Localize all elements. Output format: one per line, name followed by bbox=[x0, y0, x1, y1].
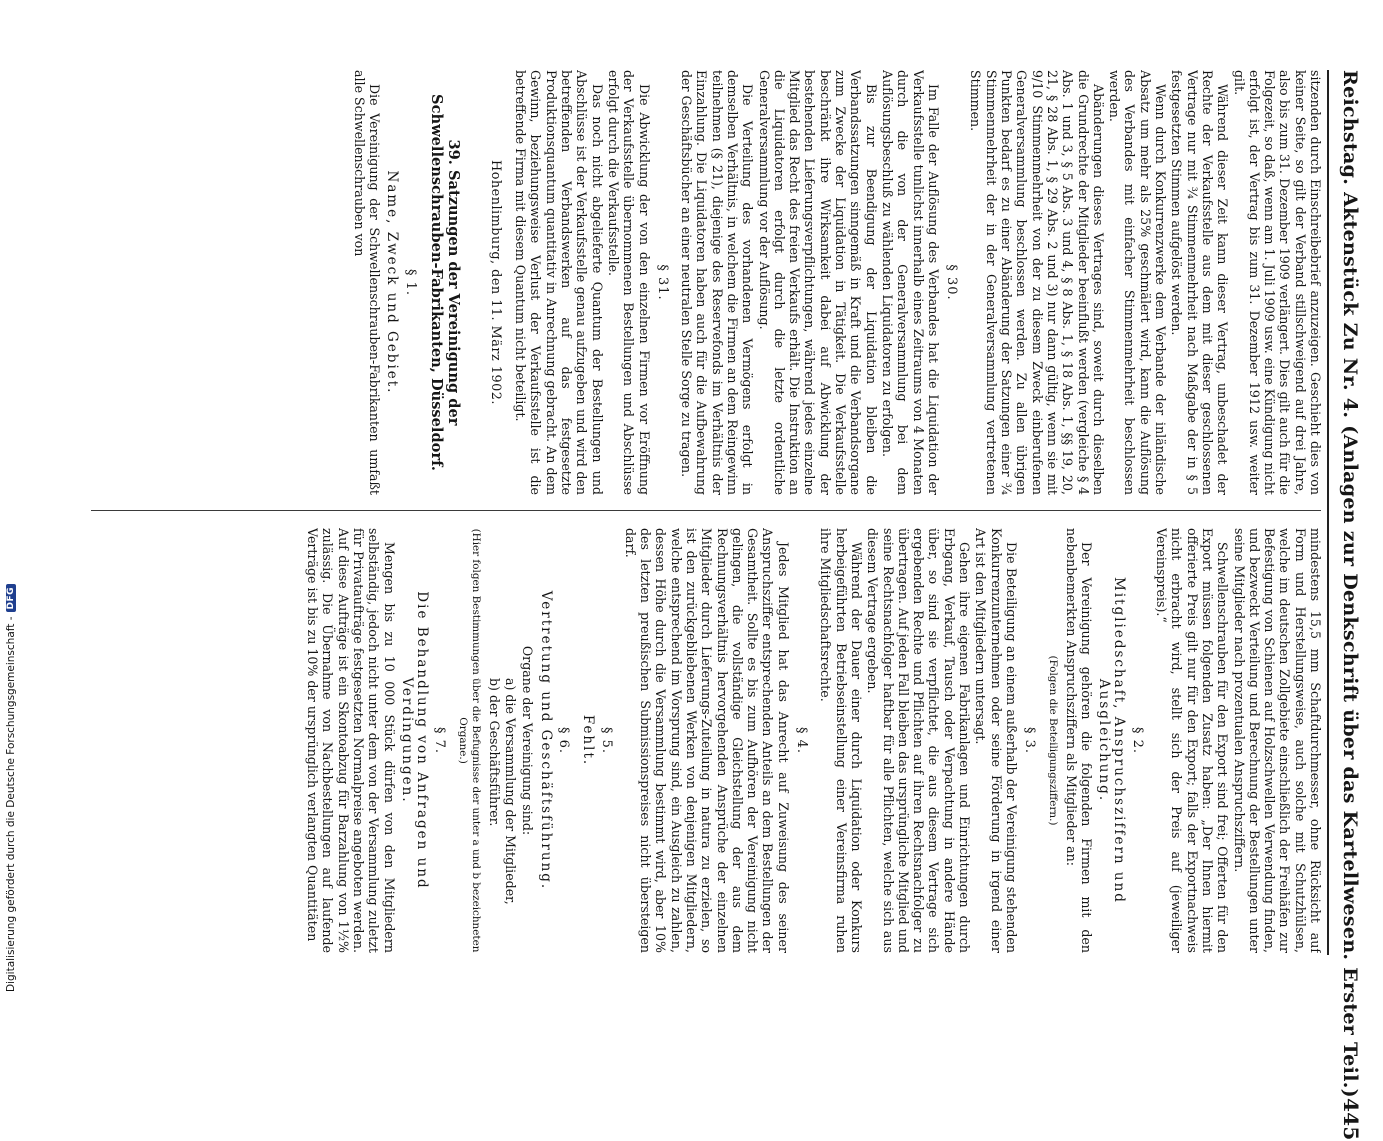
paragraph: Die Verteilung des vorhandenen Vermögens erfolgt in demselben Verhältnis, in welchem die Firmen an dem Reingewinn teilnehmen (§ 21), diejenige des Reservefonds im Verhältnis der Einzahlung. Die Liquidatoren haben auch für die Aufbewahrung der Geschäftsbücher an einer neutralen Stelle Sorge zu tragen. bbox=[679, 70, 756, 495]
paragraph: Organe der Vereinigung sind: bbox=[520, 645, 536, 836]
section-heading: § 31. bbox=[654, 264, 670, 301]
section-subhead: Name, Zweck und Gebiet. bbox=[384, 170, 401, 395]
paragraph: Während der Dauer einer durch Liquidation oder Konkurs herbeigeführten Betriebseinstellung einer Vereinsfirma ruhen ihre Mitgliedschaftsrechte. bbox=[818, 528, 864, 953]
section-heading: § 7. bbox=[432, 726, 448, 755]
section-subhead: Mitgliedschaft, Anspruchsziffern und Ausgleichung. bbox=[1096, 577, 1128, 904]
section-heading: § 6. bbox=[555, 726, 571, 755]
page-header bbox=[1327, 70, 1363, 1141]
paragraph: mindestens 15,5 mm Schaftdurchmesser, ohne Rücksicht auf Form und Herstellungsweise, auch solche mit Schutzhülsen, welche im deutschen Zollgebiete einschließlich der Freihäfen zur Befestigung von Schienen auf Holzschwellen Verwendung finden, und bezweckt Verteilung und Berechnung der Bestellungen unter seine Mitglieder nach prozentualen Anspruchsziffern. bbox=[1231, 528, 1323, 953]
list-item: a) die Versammlung der Mitglieder, bbox=[503, 678, 519, 905]
section-text: Fehlt. bbox=[580, 714, 597, 767]
credit-text: Digitalisierung gefördert durch die Deutsche Forschungsgemeinschaft - bbox=[5, 616, 17, 992]
paragraph: Jedes Mitglied hat das Anrecht auf Zuweisung des seiner Anspruchsziffer entsprechenden Anteils an dem Bestellungen der Gesamtheit. Sollte es bis zum Aufhören der Vereinigung nicht gelingen, die vollständige Gleichstellung der aus dem Rechnungsverhältnis hervorgehenden Ansprüche der einzelnen Mitglieder durch Lieferungs-Zuteilung in natura zu erzielen, so ist den zurückgebliebenen Werken von denjenigen Mitgliedern, welche entsprechend im Vorsprung sind, ein Ausgleich zu zahlen, dessen Höhe durch die Versammlung bestimmt wird, aber 10% des letzten preußischen Submissionspreises nicht übersteigen darf. bbox=[622, 528, 791, 953]
editorial-note: (Folgen die Beteiligungsziffern.) bbox=[1047, 655, 1060, 826]
paragraph: Die Vereinigung der Schwellenschrauben-Fabrikanten umfaßt alle Schwellenschrauben von bbox=[351, 70, 382, 495]
editorial-note: (Hier folgen Bestimmungen über die Befugnisse der unter a und b bezeichneten Organe.) bbox=[457, 528, 483, 953]
paragraph: Schwellenschrauben für den Export sind frei; Offerten für den Export müssen folgenden Zusatz haben: „Der Ihnen hiermit offerierte Preis gilt nur für den Export; falls der Exportnachweis nicht erbracht wird, stellt sich der Preis auf (jeweiliger Vereinspreis).“ bbox=[1154, 528, 1231, 953]
paragraph: sitzenden durch Einschreibebrief anzuzeigen. Geschieht dies von keiner Seite, so gilt der Verband stillschweigend auf drei Jahre, also bis zum 31. Dezember 1909 verlängert. Dies gilt auch für die Folgezeit, so daß, wenn am 1. Juli 1909 usw. eine Kündigung nicht erfolgt ist, der Vertrag bis zum 31. Dezember 1912 usw. weiter gilt. bbox=[1231, 70, 1323, 495]
paragraph: Gehen ihre eigenen Fabrikanlagen und Einrichtungen durch Erbgang, Verkauf, Tausch oder Verpachtung in andere Hände über, so sind sie verpflichtet, die aus diesem Vertrage sich ergebenden Rechte und Pflichten auf ihren Rechtsnachfolger zu übertragen. Auf jeden Fall bleiben das ursprüngliche Mitglied und seine Rechtsnachfolger haftbar für alle Pflichten, welche sich aus diesem Vertrage ergeben. bbox=[865, 528, 973, 953]
section-heading: § 5. bbox=[598, 726, 614, 755]
section-subhead: Die Behandlung von Anfragen und Verdingungen. bbox=[398, 591, 431, 890]
paragraph: Abänderungen dieses Vertrages sind, soweit durch dieselben die Grundrechte der Mitglieder beeinflußt werden (vergleiche § 4 Abs. 1 und 3, § 5 Abs. 3 und 4, § 8 Abs. 1, § 18 Abs. 1, §§ 19, 20, 21, § 28 Abs. 1, § 29 Abs. 2 und 3) nur dann gültig, wenn sie mit 9/10 Stimmenmehrheit von der zu diesem Zweck einberufenen Generalversammlung beschlossen werden. Zu allen übrigen Punkten bedarf es zu einer Abänderung der Satzungen einer ¾ Stimmenmehrheit der in der Generalversammlung vertretenen Stimmen. bbox=[968, 70, 1106, 495]
dfg-logo: DFG bbox=[6, 584, 16, 613]
paragraph: Während dieser Zeit kann dieser Vertrag, unbeschadet der Rechte der Verkaufsstelle aus dem mit dieser geschlossenen Vertrage nur mit ¾ Stimmenmehrheit nach Maßgabe der in § 5 festgesetzten Stimmen aufgelöst werden. bbox=[1169, 70, 1231, 495]
paragraph: Mengen bis zu 10 000 Stück dürfen von den Mitgliedern selbständig, jedoch nicht unter dem von der Versammlung zuletzt für Privataufträge festgesetzten Normalpreise angeboten werden. Auf diese Aufträge ist ein Skontoabzug für Barzahlung von 1½% zulässig. Die Übernahme von Nachbestellungen auf laufende Verträge ist bis zu 10% der ursprünglich verlangten Quantitäten bbox=[305, 528, 397, 953]
paragraph: Die Abwicklung der von den einzelnen Firmen vor Eröffnung der Verkaufsstelle übernommenen Bestellungen und Abschlüsse erfolgt durch die Verkaufsstelle. bbox=[605, 70, 652, 495]
paragraph: Im Falle der Auflösung des Verbandes hat die Liquidation der Verkaufsstelle tunlichst innerhalb eines Zeitraums von 4 Monaten durch die von der Generalversammlung bei dem Auflösungsbeschluß zu wählenden Liquidatoren zu erfolgen. bbox=[879, 70, 941, 495]
header-title: Reichstag. Aktenstück Zu Nr. 4. (Anlagen zur Denkschrift über das Kartellwesen. Erster Teil.) bbox=[1339, 70, 1361, 1098]
section-heading: § 4. bbox=[794, 726, 810, 755]
column-divider bbox=[91, 510, 1321, 511]
section-heading: § 30. bbox=[944, 264, 960, 301]
section-heading: § 2. bbox=[1129, 726, 1145, 755]
page-number: 445 bbox=[1339, 1097, 1363, 1141]
paragraph: Die Beteiligung an einem außerhalb der Vereinigung stehenden Konkurrenzunternehmen oder seine Förderung in irgend einer Art ist den Mitgliedern untersagt. bbox=[973, 528, 1019, 953]
paragraph: Das noch nicht abgelieferte Quantum der Bestellungen und Abschlüsse ist der Verkaufsstelle genau aufzugeben und wird den betreffenden Verbandswerken auf das festgesetzte Produktionsquantum quantitativ in Anrechnung gebracht. An dem Gewinn, beziehungsweise Verlust der Verkaufsstelle ist die betreffende Firma mit diesem Quantum nicht beteiligt. bbox=[513, 70, 605, 495]
paragraph: Der Vereinigung gehören die folgenden Firmen mit den nebenbemerkten Anspruchsziffern als Mitglieder an: bbox=[1063, 528, 1094, 953]
organ-list bbox=[486, 678, 518, 953]
digitization-credit bbox=[5, 584, 17, 992]
date-line: Hohenlimburg, den 11. März 1902. bbox=[487, 160, 503, 405]
section-heading: § 3. bbox=[1022, 726, 1038, 755]
section-heading: § 1. bbox=[402, 268, 418, 297]
paragraph: Wenn durch Konkurrenzwerke dem Verbande der inländische Absatz um mehr als 25% geschmälert wird, kann die Auflösung des Verbandes mit einfacher Stimmenmehrheit beschlossen werden. bbox=[1107, 70, 1169, 495]
document-title: 39. Satzungen der Vereinigung der Schwellenschrauben-Fabrikanten, Düsseldorf. bbox=[427, 94, 462, 471]
paragraph: Bis zur Beendigung der Liquidation bleiben die Verbandssatzungen sinngemäß in Kraft und die Verbandsorgane zum Zwecke der Liquidation in Tätigkeit. Die Verkaufsstelle beschränkt ihre Wirksamkeit dabei auf Abwicklung der bestehenden Lieferungsverpflichtungen, während jedes einzelne Mitglied das Recht des freien Verkaufs erhält. Die Instruktion an die Liquidatoren erfolgt durch die letzte ordentliche Generalversammlung vor der Auflösung. bbox=[756, 70, 879, 495]
list-item: b) der Geschäftsführer. bbox=[486, 678, 502, 827]
section-subhead: Vertretung und Geschäftsführung. bbox=[537, 590, 554, 891]
left-column bbox=[103, 70, 1323, 495]
right-column bbox=[103, 528, 1323, 953]
